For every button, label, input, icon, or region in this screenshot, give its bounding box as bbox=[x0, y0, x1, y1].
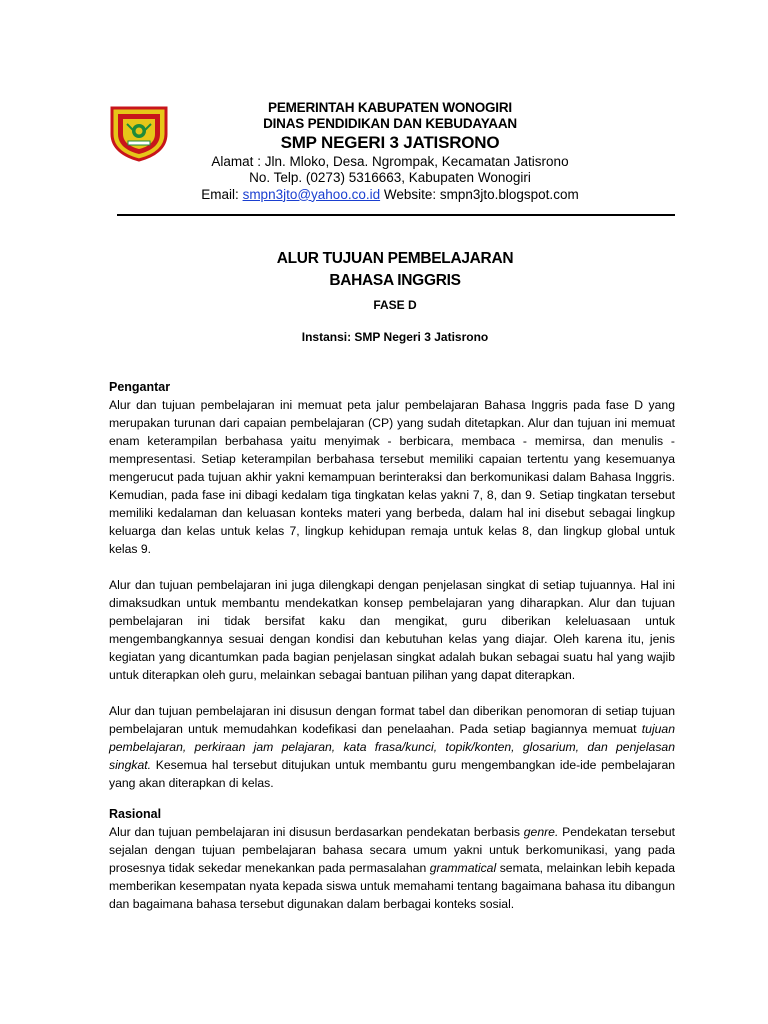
paragraph-pengantar-1: Alur dan tujuan pembelajaran ini memuat peta jalur pembelajaran Bahasa Inggris pada fase D yang merupakan turunan dari capaian pembelajaran (CP) yang sudah ditetapkan. Alur dan tujuan ini memuat enam keterampilan berbahasa yaitu menyimak - berbicara, membaca - memirsa, dan menulis - mempresentasi. Setiap keterampilan berbahasa tersebut memiliki capaian tertentu yang kesemuanya mengerucut pada tujuan akhir yakni kemampuan berinteraksi dan berkomunikasi dalam Bahasa Inggris. Kemudian, pada fase ini dibagi kedalam tiga tingkatan kelas yakni 7, 8, dan 9. Setiap tingkatan tersebut memiliki kedalaman dan keluasan konteks materi yang berbeda, dalam hal ini disebut sebagai lingkup keluarga dan kelas untuk kelas 7, lingkup kehidupan remaja untuk kelas 8, dan lingkup global untuk kelas 9. bbox=[109, 398, 675, 556]
department-name: DINAS PENDIDIKAN DAN KEBUDAYAAN bbox=[263, 116, 517, 132]
paragraph-rasional-grammatical: grammatical bbox=[429, 861, 497, 875]
paragraph-rasional-genre: genre. bbox=[523, 825, 559, 839]
document-title: ALUR TUJUAN PEMBELAJARAN bbox=[276, 250, 514, 267]
letterhead-divider bbox=[117, 214, 675, 216]
paragraph-rasional-part-b: Pendekatan tersebut sejalan dengan tujuan pembelajaran bahasa secara umum yakni untuk berkomunikasi, yang pada prosesnya tidak sekedar menekankan pada permasalahan bbox=[109, 825, 675, 875]
paragraph-pengantar-3-italic: tujuan pembelajaran, perkiraan jam pelajaran, kata frasa/kunci, topik/konten, glosarium, dan penjelasan singkat. bbox=[109, 722, 675, 772]
paragraph-pengantar-3-part-b: Kesemua hal tersebut ditujukan untuk membantu guru mengembangkan ide-ide pembelajaran yang akan diterapkan di kelas. bbox=[109, 758, 675, 790]
paragraph-pengantar-3-part-a: Alur dan tujuan pembelajaran ini disusun dengan format tabel dan diberikan penomoran di setiap tujuan pembelajaran untuk memudahkan kodefikasi dan penelaahan. Pada setiap bagiannya memuat bbox=[109, 704, 675, 736]
school-name: SMP NEGERI 3 JATISRONO bbox=[280, 132, 500, 152]
paragraph-rasional-part-c: semata, melainkan lebih kepada memberikan kesempatan nyata kepada siswa untuk memahami tentang bagaimana bahasa itu dibangun dan bagaimana bahasa tersebut digunakan dalam berbagai konteks sosial. bbox=[109, 861, 675, 911]
document-phase: FASE D bbox=[373, 298, 417, 312]
email-label: Email: bbox=[201, 186, 243, 202]
document-body bbox=[109, 378, 675, 913]
section-heading-pengantar: Pengantar bbox=[109, 380, 171, 394]
letterhead bbox=[170, 100, 610, 203]
document-subject: BAHASA INGGRIS bbox=[329, 272, 461, 289]
document-institution: Instansi: SMP Negeri 3 Jatisrono bbox=[301, 330, 489, 344]
document-title-block bbox=[100, 248, 690, 344]
section-heading-rasional: Rasional bbox=[109, 807, 162, 821]
school-phone: No. Telp. (0273) 5316663, Kabupaten Wonogiri bbox=[249, 170, 531, 186]
contact-line bbox=[170, 187, 610, 203]
paragraph-rasional-part-a: Alur dan tujuan pembelajaran ini disusun berdasarkan pendekatan berbasis bbox=[109, 825, 524, 839]
website-text: Website: smpn3jto.blogspot.com bbox=[380, 186, 579, 202]
paragraph-pengantar-3 bbox=[109, 702, 675, 792]
school-address: Alamat : Jln. Mloko, Desa. Ngrompak, Kecamatan Jatisrono bbox=[211, 153, 569, 169]
paragraph-pengantar-2: Alur dan tujuan pembelajaran ini juga dilengkapi dengan penjelasan singkat di setiap tujuannya. Hal ini dimaksudkan untuk membantu mendekatkan konsep pembelajaran yang diharapkan. Alur dan tujuan pembelajaran ini tidak bersifat kaku dan mengikat, guru diberikan keleluasaan untuk mengembangkannya sesuai dengan kondisi dan kebutuhan kelas yang diajar. Oleh karena itu, jenis kegiatan yang dicantumkan pada bagian penjelasan singkat adalah bukan sebagai suatu hal yang wajib untuk diterapkan oleh guru, melainkan sebagai bantuan pilihan yang dapat diterapkan. bbox=[109, 578, 675, 682]
wonogiri-emblem-icon bbox=[108, 104, 170, 162]
government-name: PEMERINTAH KABUPATEN WONOGIRI bbox=[268, 100, 512, 115]
paragraph-rasional-1 bbox=[109, 823, 675, 913]
email-link[interactable]: smpn3jto@yahoo.co.id bbox=[242, 186, 381, 202]
